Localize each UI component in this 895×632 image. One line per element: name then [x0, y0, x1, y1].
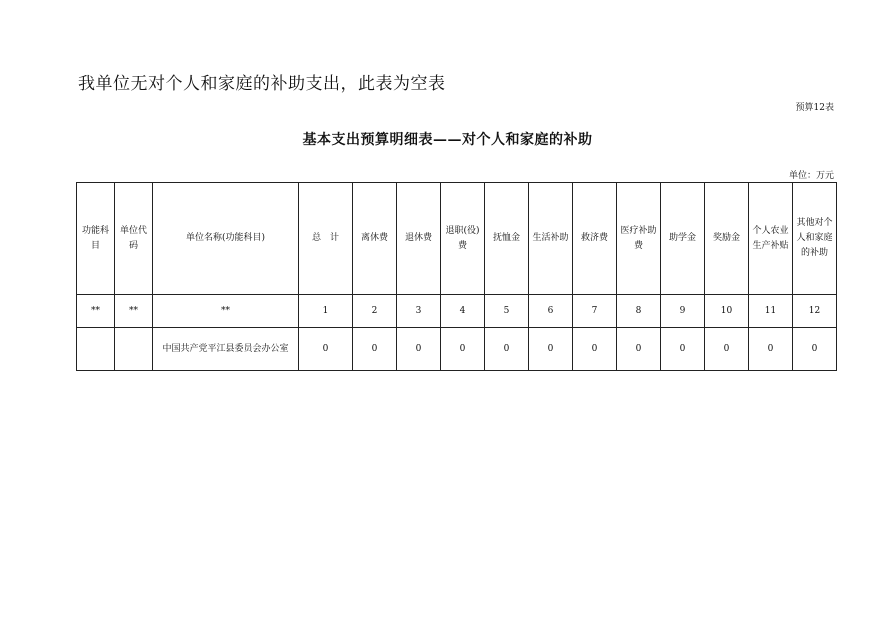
form-number: 预算12表 — [795, 103, 834, 113]
index-cell: 3 — [397, 295, 441, 328]
index-row — [77, 295, 837, 328]
table-cell — [77, 328, 115, 371]
table-cell: 0 — [617, 328, 661, 371]
table-cell: 0 — [397, 328, 441, 371]
table-cell: 0 — [661, 328, 705, 371]
table-title: 基本支出预算明细表——对个人和家庭的补助 — [302, 132, 593, 148]
index-cell: 12 — [793, 295, 837, 328]
column-header: 总 计 — [299, 183, 353, 295]
table-cell: 0 — [299, 328, 353, 371]
index-cell: ** — [153, 295, 299, 328]
column-header: 个人农业生产补贴 — [749, 183, 793, 295]
column-header: 抚恤金 — [485, 183, 529, 295]
index-cell: 10 — [705, 295, 749, 328]
column-header: 生活补助 — [529, 183, 573, 295]
table-cell: 0 — [529, 328, 573, 371]
column-header: 退职(役)费 — [441, 183, 485, 295]
column-header: 救济费 — [573, 183, 617, 295]
column-header: 助学金 — [661, 183, 705, 295]
index-cell: 7 — [573, 295, 617, 328]
index-cell: ** — [115, 295, 153, 328]
index-cell: 9 — [661, 295, 705, 328]
table-row — [77, 328, 837, 371]
table-cell — [115, 328, 153, 371]
unit-label: 单位：万元 — [788, 171, 834, 181]
table-cell: 0 — [573, 328, 617, 371]
table-cell: 0 — [749, 328, 793, 371]
column-header: 其他对个人和家庭的补助 — [793, 183, 837, 295]
table-cell: 0 — [793, 328, 837, 371]
index-cell: 4 — [441, 295, 485, 328]
column-header: 单位名称(功能科目) — [153, 183, 299, 295]
column-header: 退休费 — [397, 183, 441, 295]
index-cell: ** — [77, 295, 115, 328]
table-cell: 0 — [353, 328, 397, 371]
index-cell: 1 — [299, 295, 353, 328]
index-cell: 5 — [485, 295, 529, 328]
header-row — [77, 183, 837, 295]
empty-table-notice: 我单位无对个人和家庭的补助支出，此表为空表 — [78, 74, 446, 94]
table-cell: 中国共产党平江县委员会办公室 — [153, 328, 299, 371]
index-cell: 8 — [617, 295, 661, 328]
index-cell: 6 — [529, 295, 573, 328]
subsidy-detail-table — [76, 182, 837, 371]
column-header: 医疗补助费 — [617, 183, 661, 295]
table-cell: 0 — [485, 328, 529, 371]
column-header: 奖励金 — [705, 183, 749, 295]
column-header: 离休费 — [353, 183, 397, 295]
table-cell: 0 — [705, 328, 749, 371]
column-header: 功能科目 — [77, 183, 115, 295]
index-cell: 2 — [353, 295, 397, 328]
table-cell: 0 — [441, 328, 485, 371]
column-header: 单位代码 — [115, 183, 153, 295]
index-cell: 11 — [749, 295, 793, 328]
